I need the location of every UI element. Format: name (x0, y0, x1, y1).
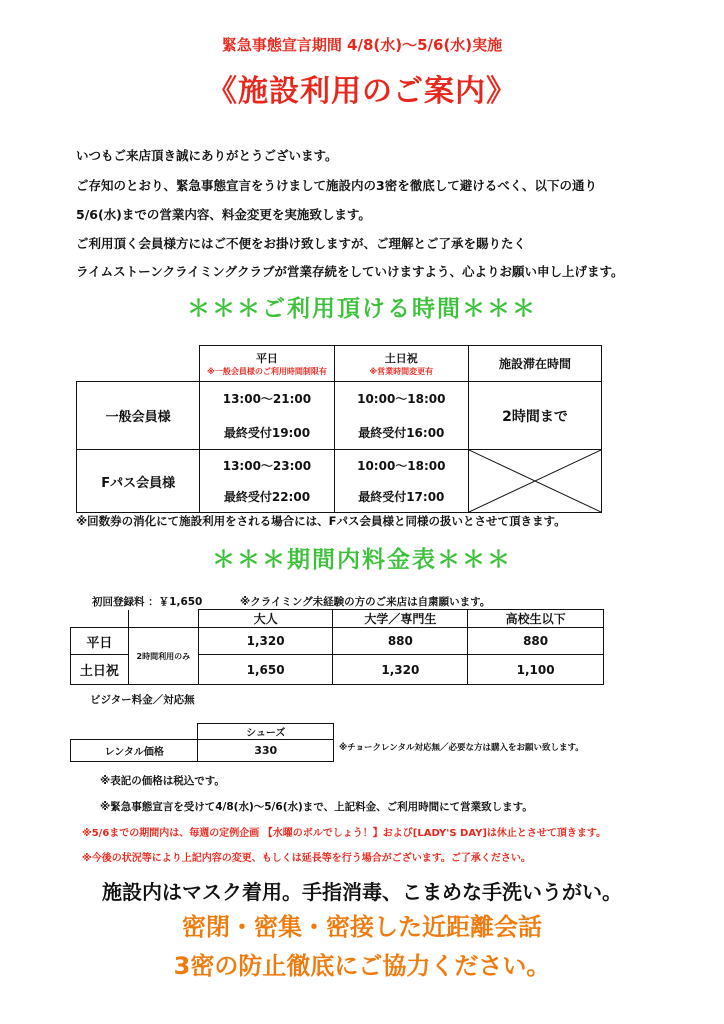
rental-corner (71, 724, 198, 740)
fee-weekend-highschool: 1,100 (468, 655, 604, 685)
rental-note: ※チョークレンタル対応無／必要な方は購入をお願い致します。 (339, 743, 584, 753)
period-banner: 緊急事態宣言期間 4/8(水)～5/6(水)実施 (221, 36, 503, 54)
fee-weekday-adult: 1,320 (198, 628, 333, 655)
general-weekend-last: 最終受付16:00 (334, 416, 468, 450)
general-weekend-time: 10:00～18:00 (334, 382, 468, 416)
fees-section-title: ＊＊＊期間内料金表＊＊＊ (212, 547, 512, 573)
fpass-weekend-time: 10:00～18:00 (334, 450, 468, 482)
intro-line-5: ライムストーンクライミングクラブが営業存続をしていけますよう、心よりお願い申し上げます。 (76, 264, 624, 279)
rental-col-shoes: シューズ (198, 724, 334, 740)
fee-row-weekend: 土日祝 (71, 655, 129, 685)
footer-mask-notice: 施設内はマスク着用。手指消毒、こまめな手洗いうがい。 (102, 880, 622, 904)
general-weekday-time: 13:00～21:00 (200, 382, 334, 416)
page-title: 《施設利用のご案内》 (207, 74, 517, 109)
hours-col-weekend-label: 土日祝 (384, 352, 418, 365)
fee-corner-1 (71, 610, 129, 628)
hours-corner (77, 346, 200, 382)
intro-line-3: 5/6(水)までの営業内容、料金変更を実施致します。 (76, 207, 371, 222)
fpass-member-label: Fパス会員様 (77, 450, 200, 513)
hours-col-stay: 施設滞在時間 (468, 346, 601, 382)
general-member-label: 一般会員様 (77, 382, 200, 450)
fpass-weekday-time: 13:00～23:00 (200, 450, 334, 482)
intro-line-1: いつもご来店頂き誠にありがとうございます。 (76, 148, 338, 163)
fee-weekday-student: 880 (333, 628, 468, 655)
hours-col-weekday-note: ※一般会員様のご利用時間制限有 (207, 367, 327, 376)
fee-table (70, 609, 604, 685)
footer-close-contact: 密閉・密集・密接した近距離会話 (182, 913, 542, 941)
general-stay-limit: 2時間まで (468, 382, 601, 450)
hours-section-title: ＊＊＊ご利用頂ける時間＊＊＊ (187, 296, 537, 322)
rental-shoes-price: 330 (198, 740, 334, 762)
fee-col-adult: 大人 (198, 610, 333, 628)
fee-corner-2 (128, 610, 198, 628)
registration-note: ※クライミング未経験の方のご来店は自粛願います。 (240, 596, 491, 608)
fee-col-highschool: 高校生以下 (468, 610, 604, 628)
note-tax: ※表記の価格は税込です。 (100, 775, 225, 787)
note-events: ※5/6までの期間内は、毎週の定例企画 【水曜のボルでしょう！】および[LADY'S DAY]は休止とさせて頂きます。 (82, 828, 607, 839)
hours-col-weekday (200, 346, 334, 382)
registration-fee: 初回登録料 ：￥1,650 (92, 596, 203, 608)
intro-line-2: ご存知のとおり、緊急事態宣言をうけまして施設内の3密を徹底して避けるべく、以下の通り (76, 178, 597, 193)
hours-note: ※回数券の消化にて施設利用をされる場合には、Fパス会員様と同様の扱いとさせて頂きます。 (76, 514, 566, 528)
note-changes: ※今後の状況等により上記内容の変更、もしくは延長等を行う場合がございます。ご了承ください。 (82, 853, 531, 864)
fpass-weekday-last: 最終受付22:00 (200, 481, 334, 513)
hours-col-weekday-label: 平日 (255, 352, 278, 365)
rental-label: レンタル価格 (71, 740, 198, 762)
cross-out-mark (469, 450, 601, 512)
note-period-ops: ※緊急事態宣言を受けて4/8(水)～5/6(水)まで、上記料金、ご利用時間にて営業致します。 (100, 801, 533, 813)
general-weekday-last: 最終受付19:00 (200, 416, 334, 450)
fpass-stay-crossed (468, 450, 601, 513)
fee-weekday-highschool: 880 (468, 628, 604, 655)
fee-plan: 2時間利用のみ (128, 628, 198, 685)
visitor-fee: ビジター料金／対応無 (90, 694, 195, 706)
fee-weekend-student: 1,320 (333, 655, 468, 685)
fee-weekend-adult: 1,650 (198, 655, 333, 685)
hours-col-weekend (334, 346, 468, 382)
rental-table (70, 723, 334, 762)
hours-col-weekend-note: ※営業時間変更有 (369, 367, 434, 376)
fee-row-weekday: 平日 (71, 628, 129, 655)
footer-three-c: 3密の防止徹底にご協力ください。 (173, 952, 551, 980)
fee-col-student: 大学／専門生 (333, 610, 468, 628)
fpass-weekend-last: 最終受付17:00 (334, 481, 468, 513)
hours-table (76, 345, 602, 513)
intro-line-4: ご利用頂く会員様方にはご不便をお掛け致しますが、ご理解とご了承を賜りたく (76, 236, 527, 251)
